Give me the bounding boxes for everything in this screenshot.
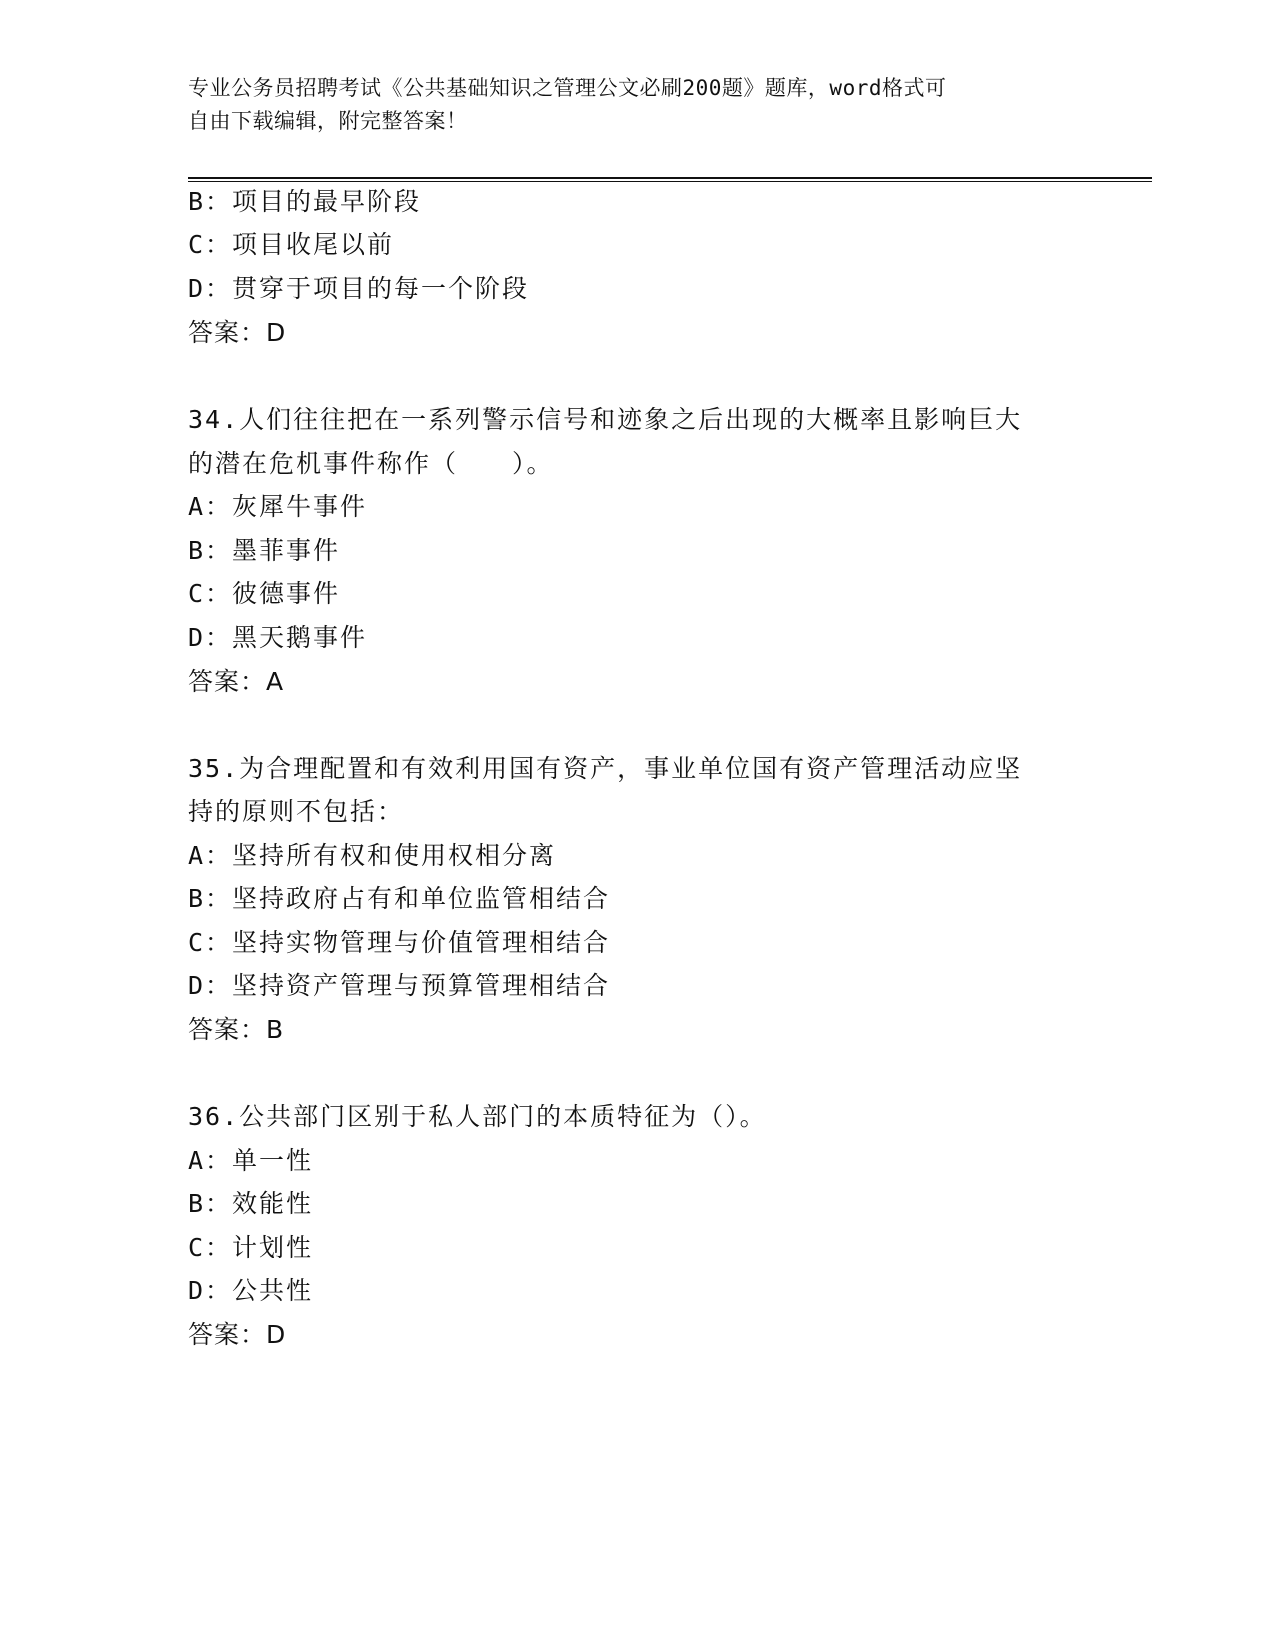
option-d: D：黑天鹅事件 (188, 623, 368, 652)
option-a: A：单一性 (188, 1146, 314, 1175)
option-c: C：项目收尾以前 (188, 230, 395, 259)
option-a: A：灰犀牛事件 (188, 492, 368, 521)
question-stem-line-2: 持的原则不包括： (188, 797, 405, 826)
question-stem-line-2: 的潜在危机事件称作（ ）。 (188, 449, 554, 478)
option-c: C：彼德事件 (188, 579, 341, 608)
answer: 答案：D (188, 318, 287, 347)
header-divider (188, 177, 1152, 182)
option-c: C：坚持实物管理与价值管理相结合 (188, 928, 611, 957)
option-a: A：坚持所有权和使用权相分离 (188, 841, 557, 870)
option-b: B：坚持政府占有和单位监管相结合 (188, 884, 611, 913)
option-d: D：公共性 (188, 1276, 314, 1305)
header-line-2: 自由下载编辑，附完整答案！ (188, 109, 468, 133)
option-b: B：项目的最早阶段 (188, 187, 422, 216)
option-d: D：贯穿于项目的每一个阶段 (188, 274, 530, 303)
question-stem-line-1: 36.公共部门区别于私人部门的本质特征为（）。 (188, 1102, 767, 1131)
answer: 答案：A (188, 667, 285, 696)
document-page (188, 0, 1148, 1650)
answer: 答案：B (188, 1015, 285, 1044)
document-header (188, 72, 1068, 138)
question-stem-line-1: 35.为合理配置和有效利用国有资产，事业单位国有资产管理活动应坚 (188, 754, 1023, 783)
question-stem-line-1: 34.人们往往把在一系列警示信号和迹象之后出现的大概率且影响巨大 (188, 405, 1023, 434)
option-d: D：坚持资产管理与预算管理相结合 (188, 971, 611, 1000)
option-b: B：墨菲事件 (188, 536, 341, 565)
option-c: C：计划性 (188, 1233, 314, 1262)
option-b: B：效能性 (188, 1189, 314, 1218)
header-line-1: 专业公务员招聘考试《公共基础知识之管理公文必刷200题》题库，word格式可 (188, 76, 947, 100)
answer: 答案：D (188, 1320, 287, 1349)
